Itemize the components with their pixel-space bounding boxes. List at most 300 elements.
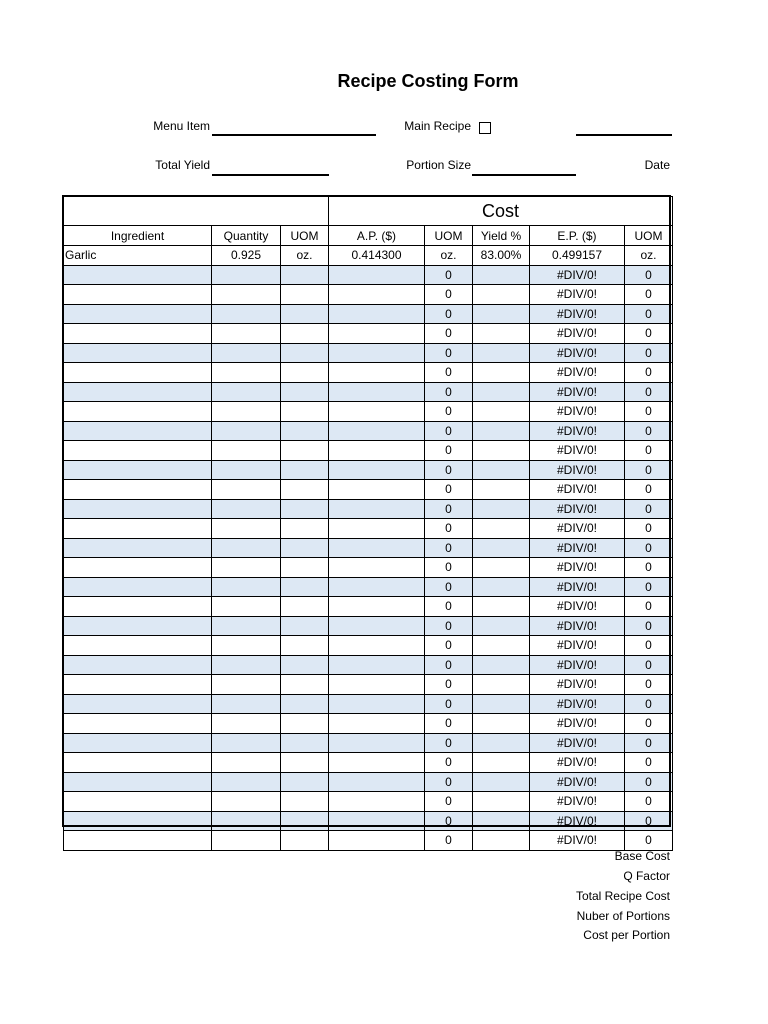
table-cell[interactable] xyxy=(64,363,212,383)
table-cell[interactable] xyxy=(64,421,212,441)
table-cell[interactable]: 0 xyxy=(425,421,473,441)
table-cell[interactable] xyxy=(212,441,281,461)
table-cell[interactable] xyxy=(64,792,212,812)
table-row xyxy=(64,480,673,500)
table-cell[interactable]: #DIV/0! xyxy=(530,792,625,812)
table-cell[interactable]: 0 xyxy=(625,519,673,539)
table-cell[interactable]: 0 xyxy=(425,636,473,656)
table-cell[interactable] xyxy=(329,636,425,656)
table-cell[interactable] xyxy=(473,519,530,539)
table-cell[interactable]: 0 xyxy=(425,382,473,402)
table-cell[interactable]: #DIV/0! xyxy=(530,363,625,383)
portion-size-label: Portion Size xyxy=(406,158,471,172)
table-cell[interactable] xyxy=(329,324,425,344)
table-cell[interactable]: #DIV/0! xyxy=(530,811,625,831)
table-cell[interactable] xyxy=(64,265,212,285)
table-cell[interactable] xyxy=(329,382,425,402)
table-cell[interactable]: 0 xyxy=(625,772,673,792)
table-cell[interactable] xyxy=(329,792,425,812)
table-cell[interactable] xyxy=(473,343,530,363)
table-cell[interactable]: 0 xyxy=(425,480,473,500)
table-row xyxy=(64,811,673,831)
table-cell[interactable] xyxy=(64,558,212,578)
table-cell[interactable] xyxy=(212,597,281,617)
page-title: Recipe Costing Form xyxy=(337,71,519,91)
table-cell[interactable] xyxy=(281,324,329,344)
table-cell[interactable] xyxy=(64,304,212,324)
table-cell[interactable] xyxy=(64,714,212,734)
table-cell[interactable] xyxy=(329,285,425,305)
table-cell[interactable]: 0 xyxy=(625,831,673,851)
table-cell[interactable] xyxy=(281,772,329,792)
table-cell[interactable]: 0 xyxy=(625,636,673,656)
table-cell[interactable]: 0 xyxy=(625,382,673,402)
table-cell[interactable]: 0 xyxy=(625,265,673,285)
table-cell[interactable] xyxy=(212,538,281,558)
table-cell[interactable] xyxy=(329,616,425,636)
table-cell[interactable] xyxy=(281,519,329,539)
table-cell[interactable] xyxy=(329,694,425,714)
table-row xyxy=(64,460,673,480)
table-cell[interactable]: 0 xyxy=(625,733,673,753)
table-cell[interactable]: #DIV/0! xyxy=(530,480,625,500)
table-cell[interactable] xyxy=(281,558,329,578)
main-recipe-label: Main Recipe xyxy=(404,119,471,133)
table-row xyxy=(64,265,673,285)
table-cell[interactable] xyxy=(473,538,530,558)
table-cell[interactable]: 0 xyxy=(425,441,473,461)
table-cell[interactable] xyxy=(64,441,212,461)
table-cell[interactable]: 0 xyxy=(625,558,673,578)
table-cell[interactable]: 0 xyxy=(425,538,473,558)
total-yield-label: Total Yield xyxy=(155,158,210,172)
table-cell[interactable] xyxy=(281,811,329,831)
table-cell[interactable] xyxy=(281,694,329,714)
table-row xyxy=(64,304,673,324)
column-header: Quantity xyxy=(212,226,281,246)
table-cell[interactable]: 0.499157 xyxy=(530,246,625,266)
table-cell[interactable] xyxy=(212,304,281,324)
table-row xyxy=(64,343,673,363)
table-cell[interactable] xyxy=(329,265,425,285)
table-cell[interactable] xyxy=(281,402,329,422)
table-cell[interactable] xyxy=(473,616,530,636)
table-cell[interactable] xyxy=(64,694,212,714)
table-row xyxy=(64,831,673,851)
table-cell[interactable]: 0 xyxy=(425,343,473,363)
table-cell[interactable] xyxy=(212,363,281,383)
table-cell[interactable]: 0 xyxy=(625,499,673,519)
main-recipe-field[interactable] xyxy=(576,134,672,136)
table-cell[interactable] xyxy=(212,811,281,831)
table-cell[interactable] xyxy=(212,753,281,773)
table-cell[interactable]: 0 xyxy=(425,304,473,324)
table-cell[interactable] xyxy=(64,753,212,773)
date-label: Date xyxy=(644,158,670,172)
table-cell[interactable] xyxy=(212,265,281,285)
table-row xyxy=(64,772,673,792)
table-cell[interactable]: #DIV/0! xyxy=(530,421,625,441)
table-cell[interactable] xyxy=(281,714,329,734)
table-cell[interactable]: #DIV/0! xyxy=(530,694,625,714)
table-cell[interactable] xyxy=(64,811,212,831)
table-cell[interactable]: 0 xyxy=(425,733,473,753)
table-cell[interactable] xyxy=(281,343,329,363)
table-cell[interactable]: 0 xyxy=(425,597,473,617)
table-cell[interactable]: 0 xyxy=(425,499,473,519)
table-cell[interactable] xyxy=(64,675,212,695)
table-cell[interactable]: 0 xyxy=(625,577,673,597)
table-cell[interactable] xyxy=(329,655,425,675)
menu-item-field[interactable] xyxy=(212,134,376,136)
table-cell[interactable] xyxy=(64,831,212,851)
table-cell[interactable] xyxy=(473,558,530,578)
table-cell[interactable] xyxy=(212,616,281,636)
summary-total-recipe-cost: Total Recipe Cost xyxy=(575,889,670,903)
table-cell[interactable] xyxy=(473,577,530,597)
table-cell[interactable] xyxy=(212,480,281,500)
table-cell[interactable] xyxy=(473,499,530,519)
table-cell[interactable] xyxy=(281,480,329,500)
table-cell[interactable] xyxy=(329,363,425,383)
table-cell[interactable] xyxy=(329,675,425,695)
table-cell[interactable]: 0 xyxy=(425,460,473,480)
table-cell[interactable]: 0 xyxy=(425,363,473,383)
column-header: UOM xyxy=(425,226,473,246)
table-cell[interactable]: #DIV/0! xyxy=(530,441,625,461)
table-cell[interactable] xyxy=(212,402,281,422)
table-cell[interactable] xyxy=(281,792,329,812)
table-cell[interactable] xyxy=(329,519,425,539)
table-cell[interactable] xyxy=(281,538,329,558)
column-header: A.P. ($) xyxy=(329,226,425,246)
table-cell[interactable] xyxy=(329,753,425,773)
table-cell[interactable]: #DIV/0! xyxy=(530,831,625,851)
table-cell[interactable] xyxy=(473,772,530,792)
table-cell[interactable] xyxy=(212,577,281,597)
table-cell[interactable]: 0 xyxy=(425,811,473,831)
table-cell[interactable] xyxy=(329,577,425,597)
table-cell[interactable] xyxy=(212,519,281,539)
table-cell[interactable] xyxy=(64,772,212,792)
table-cell[interactable] xyxy=(281,363,329,383)
table-cell[interactable]: 0 xyxy=(425,402,473,422)
table-row xyxy=(64,733,673,753)
table-cell[interactable] xyxy=(212,382,281,402)
table-cell[interactable] xyxy=(212,694,281,714)
table-cell[interactable]: 0.925 xyxy=(212,246,281,266)
table-cell[interactable] xyxy=(64,382,212,402)
table-cell[interactable]: #DIV/0! xyxy=(530,285,625,305)
table-cell[interactable] xyxy=(212,655,281,675)
table-cell[interactable]: #DIV/0! xyxy=(530,538,625,558)
table-cell[interactable] xyxy=(212,460,281,480)
table-cell[interactable] xyxy=(473,480,530,500)
table-row xyxy=(64,538,673,558)
table-cell[interactable] xyxy=(64,655,212,675)
table-cell[interactable]: 0 xyxy=(625,753,673,773)
table-cell[interactable]: #DIV/0! xyxy=(530,597,625,617)
table-cell[interactable] xyxy=(64,733,212,753)
table-cell[interactable] xyxy=(329,558,425,578)
table-cell[interactable]: 0 xyxy=(425,772,473,792)
table-cell[interactable] xyxy=(212,636,281,656)
table-cell[interactable]: 0 xyxy=(625,616,673,636)
table-cell[interactable] xyxy=(64,577,212,597)
table-cell[interactable] xyxy=(281,753,329,773)
table-cell[interactable] xyxy=(64,480,212,500)
table-cell[interactable]: #DIV/0! xyxy=(530,558,625,578)
table-cell[interactable] xyxy=(212,421,281,441)
table-cell[interactable] xyxy=(329,811,425,831)
table-cell[interactable] xyxy=(281,441,329,461)
table-cell[interactable]: #DIV/0! xyxy=(530,675,625,695)
table-cell[interactable]: Garlic xyxy=(64,246,212,266)
table-cell[interactable]: 0 xyxy=(425,519,473,539)
table-cell[interactable] xyxy=(64,538,212,558)
table-cell[interactable] xyxy=(473,265,530,285)
table-cell[interactable] xyxy=(212,675,281,695)
table-cell[interactable] xyxy=(212,324,281,344)
table-cell[interactable]: #DIV/0! xyxy=(530,714,625,734)
table-cell[interactable]: 83.00% xyxy=(473,246,530,266)
table-cell[interactable] xyxy=(329,597,425,617)
table-cell[interactable] xyxy=(329,441,425,461)
table-cell[interactable]: 0 xyxy=(625,597,673,617)
table-cell[interactable]: 0 xyxy=(625,538,673,558)
table-cell[interactable] xyxy=(281,636,329,656)
table-cell[interactable]: 0 xyxy=(425,675,473,695)
table-cell[interactable]: 0 xyxy=(425,714,473,734)
table-cell[interactable]: 0 xyxy=(425,285,473,305)
table-cell[interactable]: 0 xyxy=(625,675,673,695)
table-cell[interactable] xyxy=(473,831,530,851)
table-cell[interactable]: #DIV/0! xyxy=(530,382,625,402)
table-blank-header xyxy=(64,197,329,226)
table-cell[interactable] xyxy=(281,265,329,285)
column-header: Ingredient xyxy=(64,226,212,246)
table-row xyxy=(64,792,673,812)
table-cell[interactable]: 0 xyxy=(425,324,473,344)
table-cell[interactable]: oz. xyxy=(425,246,473,266)
table-cell[interactable]: #DIV/0! xyxy=(530,324,625,344)
table-cell[interactable] xyxy=(64,519,212,539)
table-row xyxy=(64,558,673,578)
summary-cost-per-portion: Cost per Portion xyxy=(583,928,670,942)
table-cell[interactable] xyxy=(473,714,530,734)
table-cell[interactable]: 0 xyxy=(625,480,673,500)
table-cell[interactable] xyxy=(329,421,425,441)
table-cell[interactable] xyxy=(473,694,530,714)
column-header: Yield % xyxy=(473,226,530,246)
table-row xyxy=(64,655,673,675)
table-cell[interactable] xyxy=(212,733,281,753)
table-row xyxy=(64,675,673,695)
portion-size-field[interactable] xyxy=(472,174,576,176)
table-cell[interactable] xyxy=(212,343,281,363)
table-cell[interactable]: #DIV/0! xyxy=(530,577,625,597)
table-cell[interactable] xyxy=(473,675,530,695)
table-cell[interactable] xyxy=(329,714,425,734)
table-cell[interactable]: #DIV/0! xyxy=(530,753,625,773)
table-cell[interactable]: 0 xyxy=(625,441,673,461)
column-header: UOM xyxy=(281,226,329,246)
table-row xyxy=(64,577,673,597)
table-cell[interactable] xyxy=(329,304,425,324)
table-cell[interactable] xyxy=(212,772,281,792)
table-cell[interactable] xyxy=(64,460,212,480)
column-header: UOM xyxy=(625,226,673,246)
table-cell[interactable] xyxy=(473,636,530,656)
table-cell[interactable] xyxy=(281,733,329,753)
table-cell[interactable] xyxy=(329,499,425,519)
table-cell[interactable]: 0 xyxy=(425,694,473,714)
table-row xyxy=(64,363,673,383)
table-cell[interactable]: #DIV/0! xyxy=(530,772,625,792)
table-cell[interactable] xyxy=(281,285,329,305)
table-cell[interactable] xyxy=(473,733,530,753)
summary-q-factor: Q Factor xyxy=(623,869,670,883)
table-cell[interactable] xyxy=(281,499,329,519)
total-yield-field[interactable] xyxy=(212,174,329,176)
table-cell[interactable] xyxy=(212,499,281,519)
table-cell[interactable]: #DIV/0! xyxy=(530,265,625,285)
table-cell[interactable] xyxy=(473,753,530,773)
table-cell[interactable]: 0 xyxy=(625,714,673,734)
table-cell[interactable] xyxy=(329,772,425,792)
table-cell[interactable] xyxy=(473,304,530,324)
table-cell[interactable] xyxy=(281,655,329,675)
table-cell[interactable]: 0 xyxy=(425,792,473,812)
table-cell[interactable]: 0 xyxy=(625,811,673,831)
table-cell[interactable]: oz. xyxy=(625,246,673,266)
table-cell[interactable] xyxy=(473,811,530,831)
table-cell[interactable]: 0 xyxy=(425,558,473,578)
table-cell[interactable] xyxy=(281,460,329,480)
table-row xyxy=(64,382,673,402)
table-cell[interactable] xyxy=(64,616,212,636)
table-cell[interactable]: 0 xyxy=(625,304,673,324)
table-cell[interactable]: 0 xyxy=(425,616,473,636)
table-row xyxy=(64,519,673,539)
table-cell[interactable] xyxy=(329,831,425,851)
table-cell[interactable]: 0 xyxy=(625,421,673,441)
table-cell[interactable] xyxy=(473,363,530,383)
table-cell[interactable] xyxy=(473,285,530,305)
table-cell[interactable] xyxy=(212,558,281,578)
table-cell[interactable]: 0 xyxy=(425,577,473,597)
table-cell[interactable]: #DIV/0! xyxy=(530,655,625,675)
table-cell[interactable]: 0 xyxy=(425,753,473,773)
table-cell[interactable] xyxy=(473,382,530,402)
table-row xyxy=(64,324,673,344)
table-cell[interactable] xyxy=(473,655,530,675)
table-cell[interactable]: #DIV/0! xyxy=(530,402,625,422)
table-cell[interactable]: #DIV/0! xyxy=(530,616,625,636)
table-cell[interactable] xyxy=(212,285,281,305)
summary-number-of-portions: Nuber of Portions xyxy=(576,909,670,923)
table-cell[interactable] xyxy=(473,402,530,422)
table-cell[interactable] xyxy=(473,441,530,461)
table-cell[interactable]: 0 xyxy=(625,363,673,383)
table-cell[interactable]: 0 xyxy=(625,655,673,675)
table-cell[interactable] xyxy=(64,597,212,617)
table-cell[interactable]: 0 xyxy=(625,694,673,714)
table-cell[interactable] xyxy=(281,616,329,636)
table-cell[interactable] xyxy=(64,343,212,363)
table-row xyxy=(64,694,673,714)
table-cell[interactable] xyxy=(281,577,329,597)
table-row xyxy=(64,499,673,519)
table-cell[interactable] xyxy=(281,597,329,617)
table-cell[interactable]: 0 xyxy=(625,324,673,344)
table-cell[interactable] xyxy=(212,792,281,812)
table-cell[interactable] xyxy=(281,304,329,324)
table-cell[interactable]: oz. xyxy=(281,246,329,266)
table-row xyxy=(64,616,673,636)
table-cell[interactable]: 0 xyxy=(625,402,673,422)
table-row xyxy=(64,402,673,422)
table-row xyxy=(64,441,673,461)
table-cell[interactable] xyxy=(64,324,212,344)
table-cell[interactable] xyxy=(329,343,425,363)
table-cell[interactable] xyxy=(281,675,329,695)
menu-item-label: Menu Item xyxy=(153,119,210,133)
table-cell[interactable]: 0 xyxy=(425,655,473,675)
table-cell[interactable] xyxy=(329,402,425,422)
table-cell[interactable] xyxy=(329,733,425,753)
table-cell[interactable] xyxy=(64,499,212,519)
table-cell[interactable] xyxy=(473,460,530,480)
table-row xyxy=(64,285,673,305)
table-cell[interactable] xyxy=(64,285,212,305)
table-cell[interactable]: #DIV/0! xyxy=(530,733,625,753)
table-cell[interactable] xyxy=(473,597,530,617)
table-cell[interactable] xyxy=(473,421,530,441)
table-cell[interactable] xyxy=(212,714,281,734)
table-cell[interactable] xyxy=(473,324,530,344)
table-row xyxy=(64,246,673,266)
table-cell[interactable]: 0 xyxy=(425,265,473,285)
costing-table xyxy=(63,196,673,851)
table-cell[interactable] xyxy=(329,460,425,480)
table-cell[interactable]: #DIV/0! xyxy=(530,343,625,363)
table-cell[interactable]: 0 xyxy=(625,343,673,363)
table-cell[interactable] xyxy=(473,792,530,812)
table-cell[interactable] xyxy=(281,382,329,402)
table-cell[interactable]: 0 xyxy=(625,460,673,480)
table-cell[interactable] xyxy=(329,538,425,558)
table-cell[interactable]: #DIV/0! xyxy=(530,519,625,539)
table-cell[interactable] xyxy=(329,480,425,500)
table-cell[interactable]: #DIV/0! xyxy=(530,304,625,324)
table-cell[interactable] xyxy=(64,402,212,422)
table-cell[interactable] xyxy=(212,831,281,851)
table-cell[interactable]: 0 xyxy=(625,792,673,812)
table-cell[interactable]: #DIV/0! xyxy=(530,460,625,480)
table-cell[interactable] xyxy=(281,831,329,851)
table-cell[interactable]: 0 xyxy=(425,831,473,851)
table-cell[interactable]: 0 xyxy=(625,285,673,305)
column-header: E.P. ($) xyxy=(530,226,625,246)
table-cell[interactable] xyxy=(281,421,329,441)
main-recipe-checkbox[interactable] xyxy=(479,122,491,134)
table-cell[interactable] xyxy=(64,636,212,656)
table-row xyxy=(64,636,673,656)
table-cell[interactable]: #DIV/0! xyxy=(530,499,625,519)
table-cell[interactable]: #DIV/0! xyxy=(530,636,625,656)
table-cell[interactable]: 0.414300 xyxy=(329,246,425,266)
